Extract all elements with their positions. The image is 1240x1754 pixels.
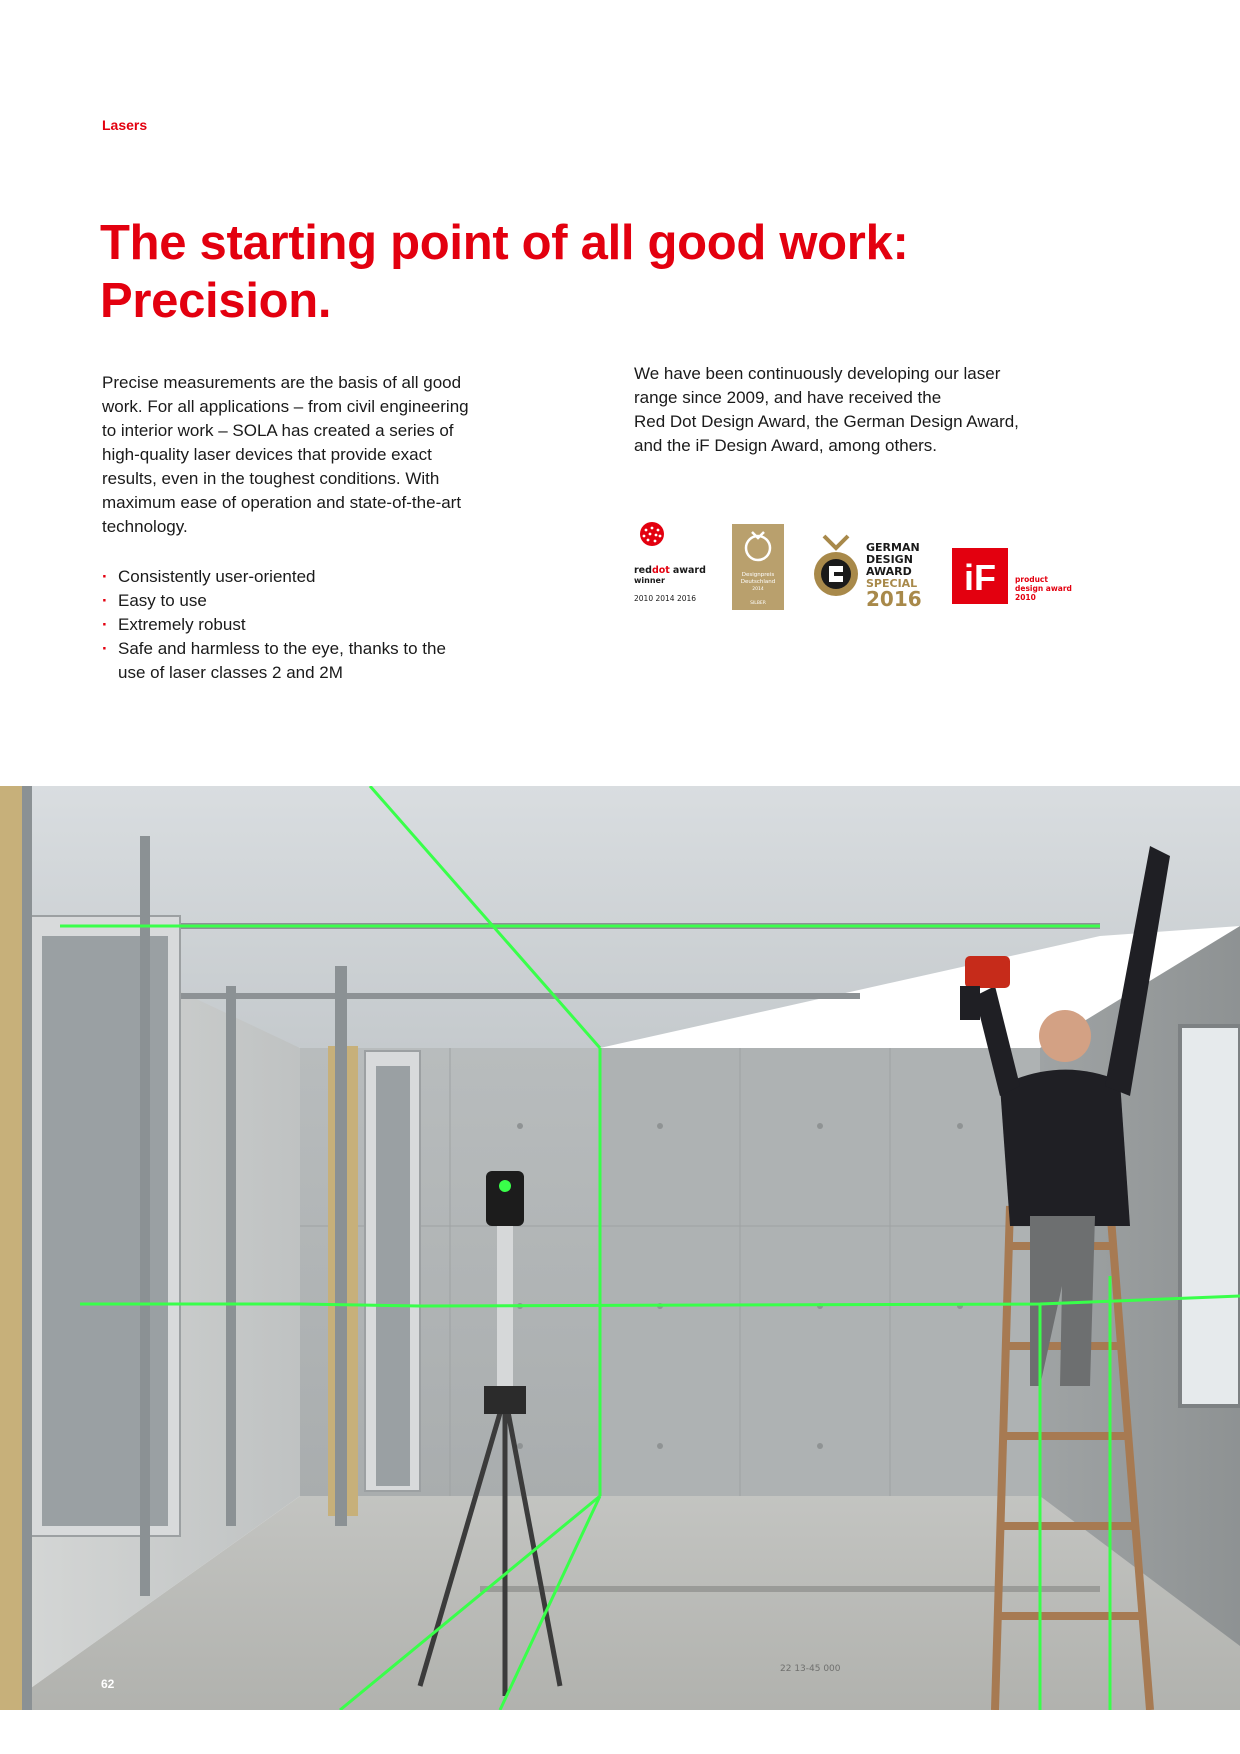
laser-room-photo <box>0 786 1240 1710</box>
awards-line: range since 2009, and have received the <box>634 388 942 407</box>
german-design-line4: SPECIAL <box>866 577 918 590</box>
feature-text: Easy to use <box>118 591 207 610</box>
reddot-word-dot: dot <box>651 565 670 576</box>
feature-list-item <box>102 565 502 589</box>
awards-row <box>628 520 1088 620</box>
if-line2: design award <box>1015 584 1072 593</box>
awards-line: and the iF Design Award, among others. <box>634 436 938 455</box>
bullet-marker: · <box>102 591 108 610</box>
intro-right-column <box>634 362 1074 458</box>
intro-left-column <box>102 371 502 685</box>
floor-marking: 22 13-45 000 <box>780 1664 841 1674</box>
laser-room-illustration <box>0 786 1240 1710</box>
german-design-award-logo <box>814 530 930 610</box>
german-design-line2: DESIGN <box>866 553 913 566</box>
german-design-year: 2016 <box>866 587 922 610</box>
bullet-marker: · <box>102 615 108 634</box>
designpreis-award-logo <box>732 524 784 610</box>
designpreis-year: 2014 <box>752 587 764 592</box>
feature-list <box>102 565 502 685</box>
reddot-years: 2010 2014 2016 <box>634 594 697 603</box>
designpreis-tier: SILBER <box>750 601 766 606</box>
intro-line: high-quality laser devices that provide exact <box>102 445 432 464</box>
feature-text: Extremely robust <box>118 615 246 634</box>
reddot-emblem-icon <box>640 522 664 546</box>
designpreis-line1: Designpreis <box>741 572 775 578</box>
headline-line-1: The starting point of all good work: <box>100 216 909 270</box>
bullet-marker: · <box>102 639 108 658</box>
intro-line: maximum ease of operation and state-of-the-art <box>102 493 462 512</box>
intro-paragraph <box>102 371 502 539</box>
headline-line-2: Precision. <box>100 274 332 328</box>
awards-line: We have been continuously developing our laser <box>634 364 1001 383</box>
page-headline <box>100 214 1100 330</box>
intro-line: Precise measurements are the basis of all good <box>102 373 462 392</box>
german-design-line1: GERMAN <box>866 541 920 554</box>
awards-line: Red Dot Design Award, the German Design Award, <box>634 412 1019 431</box>
if-award-logo <box>952 548 1088 608</box>
designpreis-line2: Deutschland <box>740 579 776 585</box>
section-label: Lasers <box>102 117 148 133</box>
page-number: 62 <box>101 1677 115 1691</box>
intro-line: results, even in the toughest conditions. With <box>102 469 440 488</box>
feature-list-item <box>102 589 502 613</box>
feature-list-item <box>102 637 502 685</box>
feature-text: use of laser classes 2 and 2M <box>118 663 343 682</box>
feature-text: Safe and harmless to the eye, thanks to the <box>118 639 446 658</box>
german-design-line3: AWARD <box>866 565 912 578</box>
intro-line: technology. <box>102 517 188 536</box>
intro-line: to interior work – SOLA has created a series of <box>102 421 454 440</box>
svg-text:reddotaward <box>634 565 706 576</box>
reddot-winner: winner <box>634 576 665 585</box>
if-line1: product <box>1015 575 1048 584</box>
reddot-award-logo <box>628 520 708 610</box>
reddot-word-red: red <box>634 565 652 576</box>
intro-line: work. For all applications – from civil engineering <box>102 397 469 416</box>
feature-list-item <box>102 613 502 637</box>
bullet-marker: · <box>102 567 108 586</box>
awards-paragraph <box>634 362 1074 458</box>
if-logo-text: iF <box>964 557 996 598</box>
if-year: 2010 <box>1015 593 1036 602</box>
feature-text: Consistently user-oriented <box>118 567 316 586</box>
reddot-word-award: award <box>672 565 706 576</box>
german-design-emblem-icon <box>814 536 858 596</box>
